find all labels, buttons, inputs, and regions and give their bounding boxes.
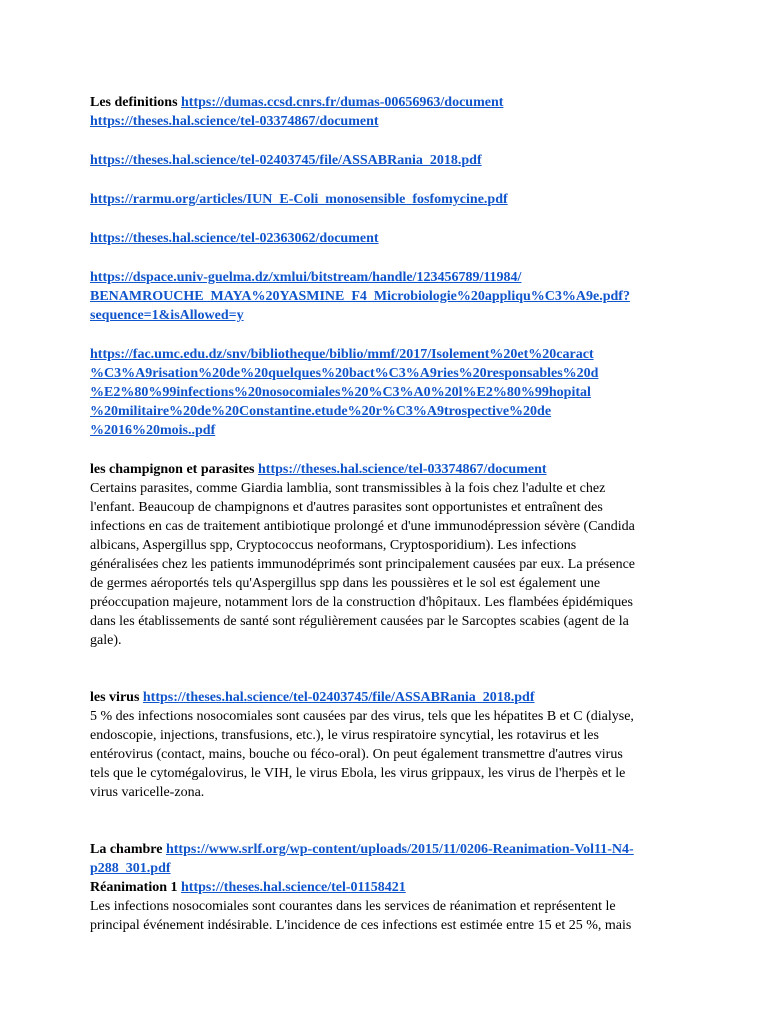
paragraph-line: de germes aéroportés tels qu'Aspergillus spp dans les poussières et le sol est également une	[90, 576, 601, 591]
parasites-section	[90, 460, 680, 650]
chambre-header-line	[90, 840, 680, 859]
fac-umc-link-line[interactable]: %E2%80%99infections%20nosocomiales%20%C3%A0%20l%E2%80%99hopital	[90, 385, 591, 400]
fac-umc-link-line[interactable]: %2016%20mois..pdf	[90, 423, 216, 438]
theses-02403745-link[interactable]: https://theses.hal.science/tel-02403745/file/ASSABRania_2018.pdf	[90, 153, 482, 168]
parasites-header-line	[90, 460, 680, 479]
fac-umc-link-line[interactable]: %20militaire%20de%20Constantine.etude%20r%C3%A9trospective%20de	[90, 404, 552, 419]
paragraph-line: 5 % des infections nosocomiales sont causées par des virus, tels que les hépatites B et C (dialyse,	[90, 709, 634, 724]
paragraph-line: entérovirus (contact, mains, bouche ou féco-oral). On peut également transmettre d'autres virus	[90, 747, 623, 762]
dspace-link-line[interactable]: BENAMROUCHE_MAYA%20YASMINE_F4_Microbiologie%20appliqu%C3%A9e.pdf?	[90, 289, 630, 304]
dspace-link-line[interactable]: sequence=1&isAllowed=y	[90, 308, 244, 323]
virus-link[interactable]: https://theses.hal.science/tel-02403745/file/ASSABRania_2018.pdf	[142, 690, 535, 705]
dspace-link-block[interactable]	[90, 268, 680, 325]
rarmu-link[interactable]: https://rarmu.org/articles/IUN_E-Coli_monosensible_fosfomycine.pdf	[90, 192, 508, 207]
paragraph-line: généralisées chez les patients immunodéprimés sont principalement causées par eux. La présence	[90, 557, 636, 572]
dspace-link-line[interactable]: https://dspace.univ-guelma.dz/xmlui/bitstream/handle/123456789/11984/	[90, 270, 522, 285]
reanimation-section	[90, 878, 680, 935]
paragraph-line: gale).	[90, 633, 122, 648]
paragraph-line: principal événement indésirable. L'incidence de ces infections est estimée entre 15 et 25 %, mais	[90, 918, 632, 933]
reanimation-link[interactable]: https://theses.hal.science/tel-01158421	[181, 880, 406, 895]
paragraph-line: infections en cas de traitement antibiotique prolongé et d'une immunodépression sévère (Candida	[90, 519, 635, 534]
dumas-link[interactable]: https://dumas.ccsd.cnrs.fr/dumas-00656963/document	[181, 95, 504, 110]
definitions-label: Les definitions	[90, 95, 178, 110]
paragraph-line: dans les établissements de santé sont régulièrement causées par le Sarcoptes scabies (agent de la	[90, 614, 629, 629]
paragraph-line: albicans, Aspergillus spp, Cryptococcus neoformans, Cryptosporidium). Les infections	[90, 538, 577, 553]
srlf-link-continued[interactable]: p288_301.pdf	[90, 861, 171, 876]
virus-section	[90, 688, 680, 802]
reanimation-paragraph	[90, 897, 680, 935]
paragraph-line: virus varicelle-zona.	[90, 785, 205, 800]
reanimation-label: Réanimation 1	[90, 880, 178, 895]
paragraph-line: Certains parasites, comme Giardia lamblia, sont transmissibles à la fois chez l'adulte et chez	[90, 481, 606, 496]
document-content	[90, 93, 680, 935]
paragraph-line: l'enfant. Beaucoup de champignons et d'autres parasites sont opportunistes et entraînent des	[90, 500, 603, 515]
paragraph-line: endoscopie, injections, transfusions, etc.), le virus respiratoire syncytial, les rotavirus et les	[90, 728, 599, 743]
definitions-section	[90, 93, 680, 440]
parasites-link[interactable]: https://theses.hal.science/tel-03374867/document	[258, 462, 547, 477]
virus-paragraph	[90, 707, 680, 802]
fac-umc-link-line[interactable]: https://fac.umc.edu.dz/snv/bibliotheque/biblio/mmf/2017/Isolement%20et%20caract	[90, 347, 594, 362]
theses-02363062-link[interactable]: https://theses.hal.science/tel-02363062/document	[90, 231, 379, 246]
fac-umc-link-line[interactable]: %C3%A9risation%20de%20quelques%20bact%C3%A9ries%20responsables%20d	[90, 366, 599, 381]
paragraph-line: préoccupation majeure, notamment lors de la construction d'hôpitaux. Les flambées épidémiques	[90, 595, 633, 610]
srlf-link[interactable]: https://www.srlf.org/wp-content/uploads/2015/11/0206-Reanimation-Vol11-N4-	[165, 842, 634, 857]
theses-03374867-link[interactable]: https://theses.hal.science/tel-03374867/document	[90, 114, 379, 129]
paragraph-line: tels que le cytomégalovirus, le VIH, le virus Ebola, les virus grippaux, les virus de l'herpès et le	[90, 766, 626, 781]
paragraph-line: Les infections nosocomiales sont courantes dans les services de réanimation et représentent le	[90, 899, 616, 914]
fac-umc-link-block[interactable]	[90, 345, 680, 440]
virus-header-line	[90, 688, 680, 707]
parasites-paragraph	[90, 479, 680, 650]
parasites-label: les champignon et parasites	[90, 462, 255, 477]
definitions-header-line	[90, 93, 680, 112]
reanimation-header-line	[90, 878, 680, 897]
virus-label: les virus	[90, 690, 140, 705]
chambre-section	[90, 840, 680, 878]
chambre-label: La chambre	[90, 842, 163, 857]
